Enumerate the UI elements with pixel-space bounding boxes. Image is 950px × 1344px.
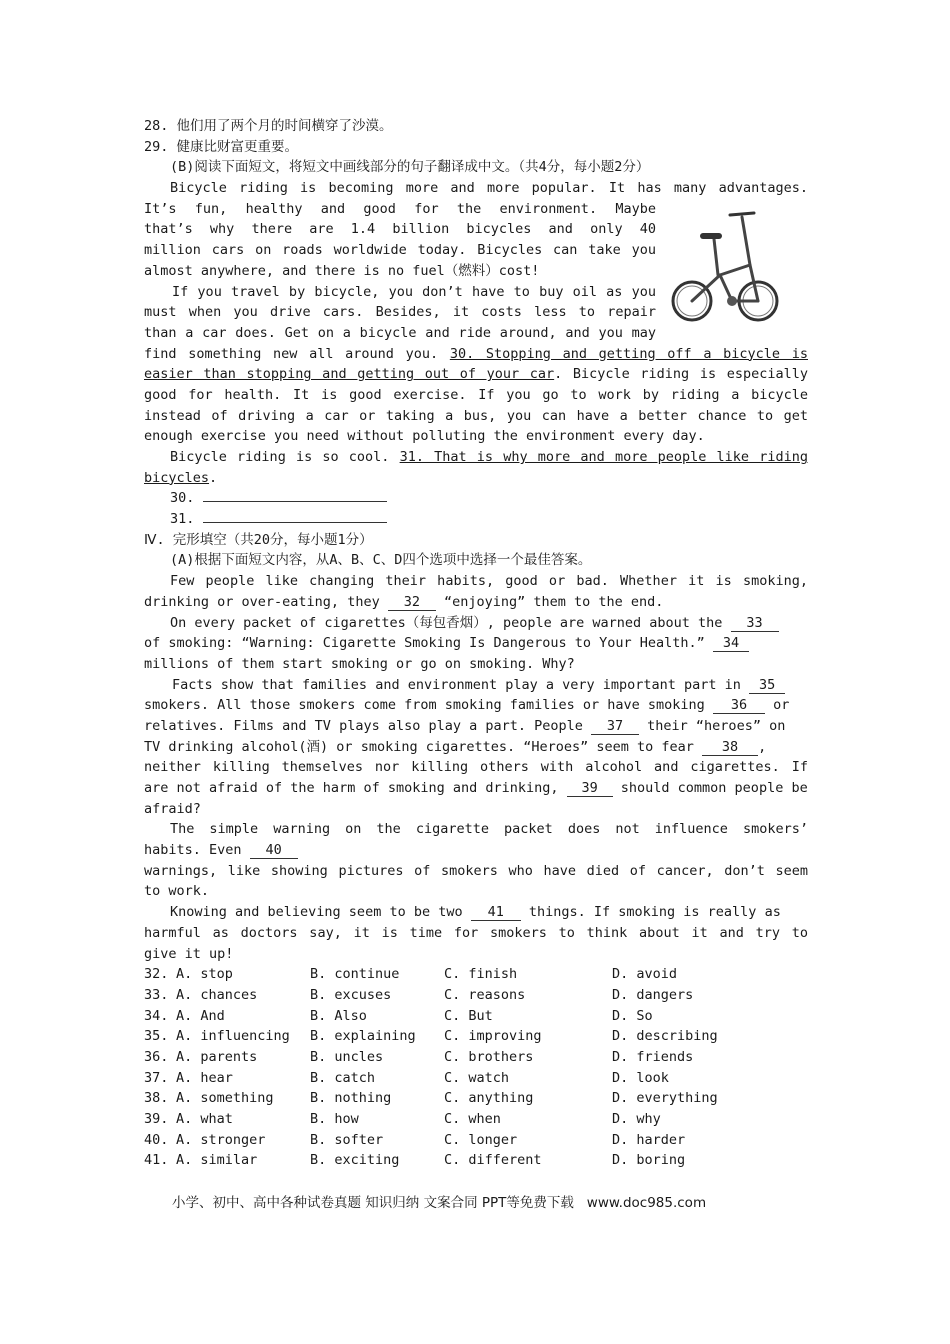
- passage-line: that’s why there are 1.4 billion bicycles and only 40: [144, 221, 656, 238]
- passage-text: . Bicycle riding is especially: [554, 366, 808, 383]
- passage-text: their “heroes” on: [639, 717, 786, 734]
- option-number: 40.: [144, 1131, 169, 1148]
- passage-line: almost anywhere, and there is no fuel（燃料）cost!: [144, 262, 540, 279]
- question-28: 28. 他们用了两个月的时间横穿了沙漠。: [144, 118, 393, 134]
- options-list: [144, 964, 808, 1171]
- passage-text: are not afraid of the harm of smoking and drinking,: [144, 780, 567, 796]
- option-choice-b[interactable]: B. excuses: [310, 986, 392, 1003]
- passage-text: .: [209, 469, 218, 486]
- underlined-sentence-30: 30. Stopping and getting off a bicycle is: [449, 345, 808, 362]
- option-choice-c[interactable]: C. watch: [444, 1069, 510, 1086]
- option-number: 39.: [144, 1111, 169, 1127]
- option-row: [144, 1047, 808, 1068]
- passage-text: Knowing and believing seem to be two: [170, 904, 471, 921]
- option-choice-c[interactable]: C. reasons: [444, 986, 526, 1003]
- blank-34[interactable]: 34: [713, 635, 749, 652]
- option-choice-c[interactable]: C. But: [444, 1007, 493, 1024]
- option-choice-d[interactable]: D. describing: [612, 1028, 718, 1045]
- passage-text: or: [764, 697, 790, 714]
- option-choice-a[interactable]: A. stop: [176, 966, 233, 983]
- option-row: [144, 1088, 808, 1109]
- passage-line: instead of driving a car or taking a bus, you can have a better chance to get: [144, 407, 808, 424]
- passage-line: Few people like changing their habits, good or bad. Whether it is smoking,: [170, 573, 808, 590]
- passage-line: [144, 716, 808, 737]
- option-choice-b[interactable]: B. exciting: [310, 1152, 400, 1169]
- option-choice-d[interactable]: D. look: [612, 1069, 669, 1086]
- passage-text: habits. Even: [144, 842, 250, 859]
- blank-36[interactable]: 36: [713, 697, 765, 714]
- passage-line: warnings, like showing pictures of smokers who have died of cancer, don’t seem: [144, 862, 808, 879]
- passage-text: On every packet of cigarettes（每包香烟）, people are warned about the: [170, 614, 731, 631]
- passage-line: [144, 633, 808, 654]
- option-row: [144, 1130, 808, 1151]
- passage-line: good for health. It is good exercise. If you go to work by riding a bicycle: [144, 386, 808, 403]
- passage-line: harmful as doctors say, it is time for smokers to think about it and try to: [144, 924, 808, 941]
- passage-line: [144, 468, 808, 489]
- option-choice-a[interactable]: A. And: [176, 1007, 225, 1024]
- option-choice-a[interactable]: A. similar: [176, 1152, 258, 1169]
- option-choice-a[interactable]: A. chances: [176, 986, 258, 1003]
- blank-38[interactable]: 38: [702, 739, 758, 756]
- answer-number: 30.: [170, 490, 195, 507]
- passage-text: “enjoying” them to the end.: [435, 593, 664, 610]
- option-choice-c[interactable]: C. brothers: [444, 1048, 534, 1065]
- passage-line: [144, 447, 808, 468]
- option-choice-b[interactable]: B. how: [310, 1111, 359, 1127]
- option-number: 38.: [144, 1090, 169, 1107]
- option-choice-a[interactable]: A. parents: [176, 1048, 258, 1065]
- passage-line: Bicycle riding is becoming more and more popular. It has many advantages.: [170, 180, 808, 197]
- option-choice-d[interactable]: D. dangers: [612, 986, 694, 1003]
- passage-line: [144, 778, 808, 799]
- option-choice-c[interactable]: C. improving: [444, 1028, 542, 1045]
- passage-text: should common people be: [612, 780, 808, 796]
- section-4-heading: Ⅳ. 完形填空（共20分，每小题1分）: [144, 531, 373, 548]
- passage-line: [144, 902, 808, 923]
- option-number: 36.: [144, 1048, 169, 1065]
- option-choice-a[interactable]: A. something: [176, 1090, 274, 1107]
- option-number: 37.: [144, 1069, 169, 1086]
- page-footer: 小学、初中、高中各种试卷真题 知识归纳 文案合同 PPT等免费下载 www.doc985.com: [172, 1195, 707, 1211]
- passage-line: [144, 695, 808, 716]
- passage-text: things. If smoking is really as: [520, 904, 781, 921]
- option-choice-d[interactable]: D. why: [612, 1111, 661, 1127]
- option-choice-a[interactable]: A. what: [176, 1111, 233, 1127]
- option-row: [144, 985, 808, 1006]
- underlined-sentence-31: 31. That is why more and more people like riding: [399, 449, 808, 465]
- blank-39[interactable]: 39: [567, 780, 613, 797]
- passage-line: millions of them start smoking or go on smoking. Why?: [144, 655, 575, 672]
- option-choice-c[interactable]: C. anything: [444, 1090, 534, 1107]
- option-choice-d[interactable]: D. avoid: [612, 966, 678, 983]
- passage-text: find something new all around you.: [144, 345, 450, 362]
- option-choice-b[interactable]: B. uncles: [310, 1048, 384, 1065]
- passage-text: Bicycle riding is so cool.: [170, 449, 400, 465]
- passage-line: [144, 364, 808, 385]
- passage-text: ,: [758, 738, 767, 755]
- answer-30: [144, 488, 808, 509]
- passage-text: Facts show that families and environment play a very important part in: [172, 676, 750, 693]
- option-choice-b[interactable]: B. Also: [310, 1007, 367, 1024]
- passage-text: of smoking: “Warning: Cigarette Smoking Is Dangerous to Your Health.”: [144, 635, 713, 652]
- blank-32[interactable]: 32: [388, 594, 436, 611]
- option-number: 34.: [144, 1007, 169, 1024]
- blank-33[interactable]: 33: [731, 615, 779, 632]
- passage-line: must when you drive cars. Besides, it costs less to repair: [144, 304, 656, 321]
- option-number: 41.: [144, 1152, 169, 1169]
- blank-41[interactable]: 41: [471, 904, 521, 921]
- option-row: [144, 1006, 808, 1027]
- option-row: [144, 1109, 808, 1130]
- passage-line: to work.: [144, 883, 210, 900]
- passage-line: [144, 613, 808, 634]
- blank-35[interactable]: 35: [749, 677, 785, 694]
- option-choice-c[interactable]: C. longer: [444, 1131, 518, 1148]
- option-choice-c[interactable]: C. when: [444, 1111, 501, 1127]
- passage-line: give it up!: [144, 945, 234, 962]
- option-choice-a[interactable]: A. stronger: [176, 1131, 266, 1148]
- option-row: [144, 1026, 808, 1047]
- passage-line: [144, 840, 808, 861]
- blank-40[interactable]: 40: [250, 842, 298, 859]
- passage-line: [144, 737, 808, 758]
- option-choice-b[interactable]: B. explaining: [310, 1028, 416, 1045]
- option-row: [144, 964, 808, 985]
- option-choice-c[interactable]: C. different: [444, 1152, 542, 1169]
- answer-number: 31.: [170, 511, 195, 528]
- option-choice-d[interactable]: D. So: [612, 1007, 653, 1024]
- option-number: 35.: [144, 1028, 169, 1045]
- passage-line: enough exercise you need without polluting the environment every day.: [144, 428, 705, 445]
- section-a-heading: (A)根据下面短文内容，从A、B、C、D四个选项中选择一个最佳答案。: [170, 552, 592, 569]
- option-choice-a[interactable]: A. influencing: [176, 1028, 290, 1045]
- option-choice-d[interactable]: D. friends: [612, 1048, 694, 1065]
- answer-31: [144, 509, 808, 530]
- underlined-sentence-30: easier than stopping and getting out of your car: [144, 366, 555, 383]
- passage-line: neither killing themselves nor killing others with alcohol and cigarettes. If: [144, 759, 808, 776]
- question-29: 29. 健康比财富更重要。: [144, 138, 299, 155]
- option-choice-b[interactable]: B. continue: [310, 966, 400, 983]
- option-row: [144, 1068, 808, 1089]
- option-number: 32.: [144, 966, 169, 983]
- answer-blank-31[interactable]: [203, 522, 387, 523]
- section-b-heading: (B)阅读下面短文，将短文中画线部分的句子翻译成中文。（共4分，每小题2分）: [170, 159, 650, 176]
- passage-text: smokers. All those smokers come from smoking families or have smoking: [144, 697, 713, 714]
- option-choice-b[interactable]: B. catch: [310, 1069, 376, 1086]
- option-choice-c[interactable]: C. finish: [444, 966, 518, 983]
- passage-line: The simple warning on the cigarette packet does not influence smokers’: [170, 821, 808, 838]
- option-choice-d[interactable]: D. harder: [612, 1131, 686, 1148]
- passage-text: drinking or over-eating, they: [144, 593, 388, 610]
- passage-line: afraid?: [144, 800, 201, 817]
- passage-line: If you travel by bicycle, you don’t have to buy oil as you: [172, 283, 656, 300]
- option-choice-b[interactable]: B. nothing: [310, 1090, 392, 1107]
- option-number: 33.: [144, 986, 169, 1003]
- passage-text: relatives. Films and TV plays also play a part. People: [144, 717, 592, 734]
- option-choice-a[interactable]: A. hear: [176, 1069, 233, 1086]
- passage-line: [144, 344, 808, 365]
- passage-line: million cars on roads worldwide today. Bicycles can take you: [144, 242, 656, 259]
- passage-line: than a car does. Get on a bicycle and ride around, and you may: [144, 324, 656, 341]
- passage-line: It’s fun, healthy and good for the environment. Maybe: [144, 200, 656, 217]
- passage-line: [144, 592, 808, 613]
- passage-text: TV drinking alcohol(酒) or smoking cigarettes. “Heroes” seem to fear: [144, 738, 703, 755]
- option-choice-d[interactable]: D. boring: [612, 1152, 686, 1169]
- underlined-sentence-31: bicycles: [144, 469, 210, 486]
- passage-line: [144, 675, 808, 696]
- answer-blank-30[interactable]: [203, 501, 387, 502]
- option-choice-b[interactable]: B. softer: [310, 1131, 384, 1148]
- blank-37[interactable]: 37: [591, 718, 639, 735]
- option-choice-d[interactable]: D. everything: [612, 1090, 718, 1107]
- option-row: [144, 1150, 808, 1171]
